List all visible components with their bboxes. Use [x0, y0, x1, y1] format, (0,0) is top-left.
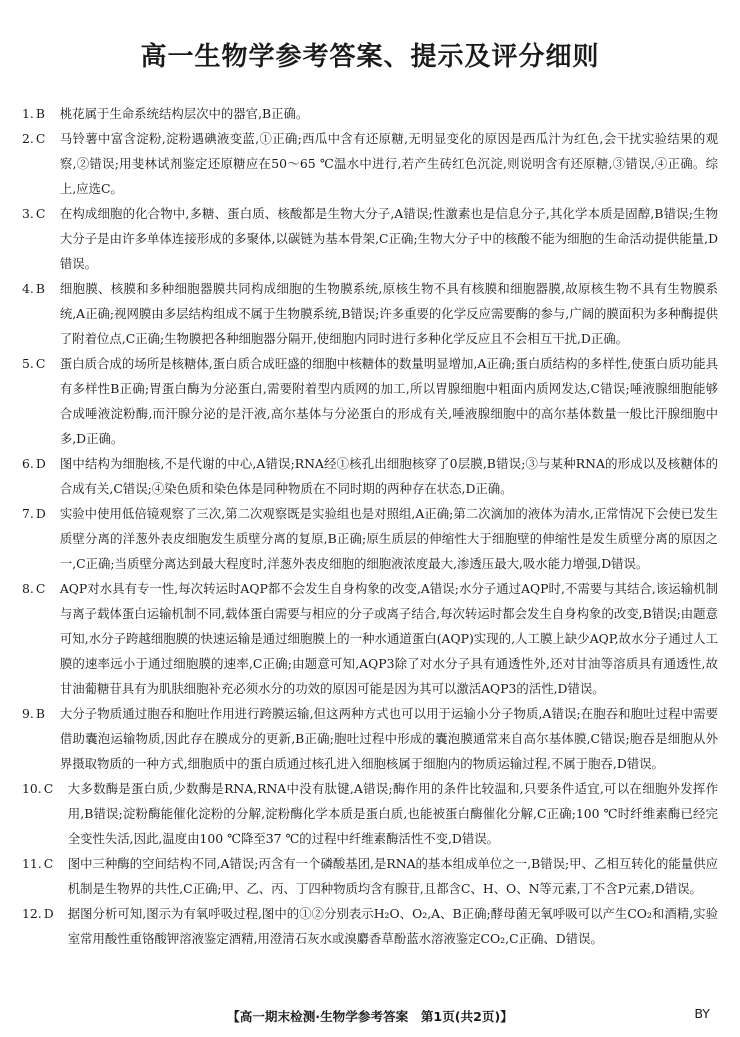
page-footer — [22, 1006, 718, 1025]
answer-item — [22, 901, 718, 951]
answer-item — [22, 351, 718, 451]
item-explanation: 大分子物质通过胞吞和胞吐作用进行跨膜运输,但这两种方式也可以用于运输小分子物质,A错误;在胞吞和胞吐过程中需要借助囊泡运输物质,因此存在膜成分的更新,B正确;胞吐过程中形成的囊泡膜通常来自高尔基体膜,C错误;胞吞是细胞从外界摄取物质的一种方式,细胞质中的蛋白质通过核孔进入细胞核属于细胞内的物质运输过程,不属于胞吞,D错误。 — [59, 706, 718, 771]
answer-item — [22, 451, 718, 501]
item-answer: C — [35, 131, 46, 146]
item-explanation: 马铃薯中富含淀粉,淀粉遇碘液变蓝,①正确;西瓜中含有还原糖,无明显变化的原因是西瓜汁为红色,会干扰实验结果的观察,②错误;用斐林试剂鉴定还原糖应在50～65 ℃温水中进行,若产生砖红色沉淀,则说明含有还原糖,③错误,④正确。综上,应选C。 — [59, 131, 718, 196]
answer-item — [22, 501, 718, 576]
item-explanation: 大多数酶是蛋白质,少数酶是RNA,RNA中没有肽键,A错误;酶作用的条件比较温和,只要条件适宜,可以在细胞外发挥作用,B错误;淀粉酶能催化淀粉的分解,淀粉酶化学本质是蛋白质,也能被蛋白酶催化分解,C正确;100 ℃时纤维素酶已经完全变性失活,因此,温度由100 ℃降至37 ℃的过程中纤维素酶活性不变,D错误。 — [67, 781, 718, 846]
item-explanation: 蛋白质合成的场所是核糖体,蛋白质合成旺盛的细胞中核糖体的数量明显增加,A正确;蛋白质结构的多样性,使蛋白质功能具有多样性B正确;胃蛋白酶为分泌蛋白,需要附着型内质网的加工,所以胃腺细胞中粗面内质网发达,C错误;唾液腺细胞能够合成唾液淀粉酶,而汗腺分泌的是汗液,高尔基体与分泌蛋白的形成有关,唾液腺细胞中的高尔基体数量一般比汗腺细胞中多,D正确。 — [59, 356, 718, 446]
item-answer: C — [35, 206, 46, 221]
item-explanation: 图中三种酶的空间结构不同,A错误;丙含有一个磷酸基团,是RNA的基本组成单位之一,B错误;甲、乙相互转化的能量供应机制是生物界的共性,C正确;甲、乙、丙、丁四种物质均含有腺苷,且都含C、H、O、N等元素,丁不含P元素,D错误。 — [67, 856, 718, 896]
item-explanation: 桃花属于生命系统结构层次中的器官,B正确。 — [59, 106, 309, 121]
answer-item — [22, 851, 718, 901]
item-answer: D — [43, 906, 54, 921]
footer-code: BY — [694, 1006, 710, 1021]
item-explanation: 据图分析可知,图示为有氧呼吸过程,图中的①②分别表示H₂O、O₂,A、B正确;酵母菌无氧呼吸可以产生CO₂和酒精,实验室常用酸性重铬酸钾溶液鉴定酒精,用澄清石灰水或溴麝香草酚蓝水溶液鉴定CO₂,C正确、D错误。 — [67, 906, 718, 946]
answer-item — [22, 701, 718, 776]
answer-list — [22, 101, 718, 951]
answer-item — [22, 776, 718, 851]
footer-text: 【高一期末检测·生物学参考答案 第1页(共2页)】 — [227, 1009, 513, 1024]
item-number: 2. — [22, 131, 34, 146]
item-answer: B — [35, 106, 45, 121]
item-number: 10. — [22, 781, 42, 796]
item-explanation: 实验中使用低倍镜观察了三次,第二次观察既是实验组也是对照组,A正确;第二次滴加的液体为清水,正常情况下会使已发生质壁分离的洋葱外表皮细胞发生质壁分离的复原,B正确;原生质层的伸缩性大于细胞壁的伸缩性是发生质壁分离的原因之一,C正确;当质壁分离达到最大程度时,洋葱外表皮细胞的细胞液浓度最大,渗透压最大,吸水能力增强,D错误。 — [59, 506, 718, 571]
answer-item — [22, 276, 718, 351]
answer-item — [22, 126, 718, 201]
item-answer: D — [35, 506, 46, 521]
item-number: 11. — [22, 856, 42, 871]
answer-item — [22, 576, 718, 701]
item-number: 12. — [22, 906, 42, 921]
item-answer: D — [35, 456, 46, 471]
item-explanation: AQP对水具有专一性,每次转运时AQP都不会发生自身构象的改变,A错误;水分子通过AQP时,不需要与其结合,该运输机制与离子载体蛋白运输机制不同,载体蛋白需要与相应的分子或离子结合,每次转运时都会发生自身构象的改变,B错误;由题意可知,水分子跨越细胞膜的快速运输是通过细胞膜上的一种水通道蛋白(AQP)实现的,人工膜上缺少AQP,故水分子通过人工膜的速率远小于通过细胞膜的速率,C正确;由题意可知,AQP3除了对水分子具有通透性外,还对甘油等溶质具有通透性,故甘油葡糖苷具有为肌肤细胞补充必须水分的功效的原因可能是因为其可以激活AQP3的活性,D错误。 — [59, 581, 718, 696]
item-explanation: 图中结构为细胞核,不是代谢的中心,A错误;RNA经①核孔出细胞核穿了0层膜,B错误;③与某种RNA的形成以及核糖体的合成有关,C错误;④染色质和染色体是同种物质在不同时期的两种存在状态,D正确。 — [59, 456, 718, 496]
item-number: 3. — [22, 206, 34, 221]
item-answer: B — [35, 706, 45, 721]
answer-item — [22, 101, 718, 126]
item-number: 4. — [22, 281, 34, 296]
item-explanation: 在构成细胞的化合物中,多糖、蛋白质、核酸都是生物大分子,A错误;性激素也是信息分子,其化学本质是固醇,B错误;生物大分子是由许多单体连接形成的多聚体,以碳链为基本骨架,C正确;生物大分子中的核酸不能为细胞的生命活动提供能量,D错误。 — [59, 206, 718, 271]
item-answer: C — [35, 581, 46, 596]
item-answer: C — [43, 856, 54, 871]
item-number: 9. — [22, 706, 34, 721]
item-answer: B — [35, 281, 45, 296]
item-number: 6. — [22, 456, 34, 471]
item-number: 1. — [22, 106, 34, 121]
item-answer: C — [43, 781, 54, 796]
item-answer: C — [35, 356, 46, 371]
page-title: 高一生物学参考答案、提示及评分细则 — [140, 42, 600, 72]
item-explanation: 细胞膜、核膜和多种细胞器膜共同构成细胞的生物膜系统,原核生物不具有核膜和细胞器膜,故原核生物不具有生物膜系统,A正确;视网膜由多层结构组成不属于生物膜系统,B错误;许多重要的化学反应需要酶的参与,广阔的膜面积为多种酶提供了附着位点,C正确;生物膜把各种细胞器分隔开,使细胞内同时进行多种化学反应且不会相互干扰,D正确。 — [59, 281, 718, 346]
item-number: 7. — [22, 506, 34, 521]
item-number: 8. — [22, 581, 34, 596]
item-number: 5. — [22, 356, 34, 371]
answer-item — [22, 201, 718, 276]
